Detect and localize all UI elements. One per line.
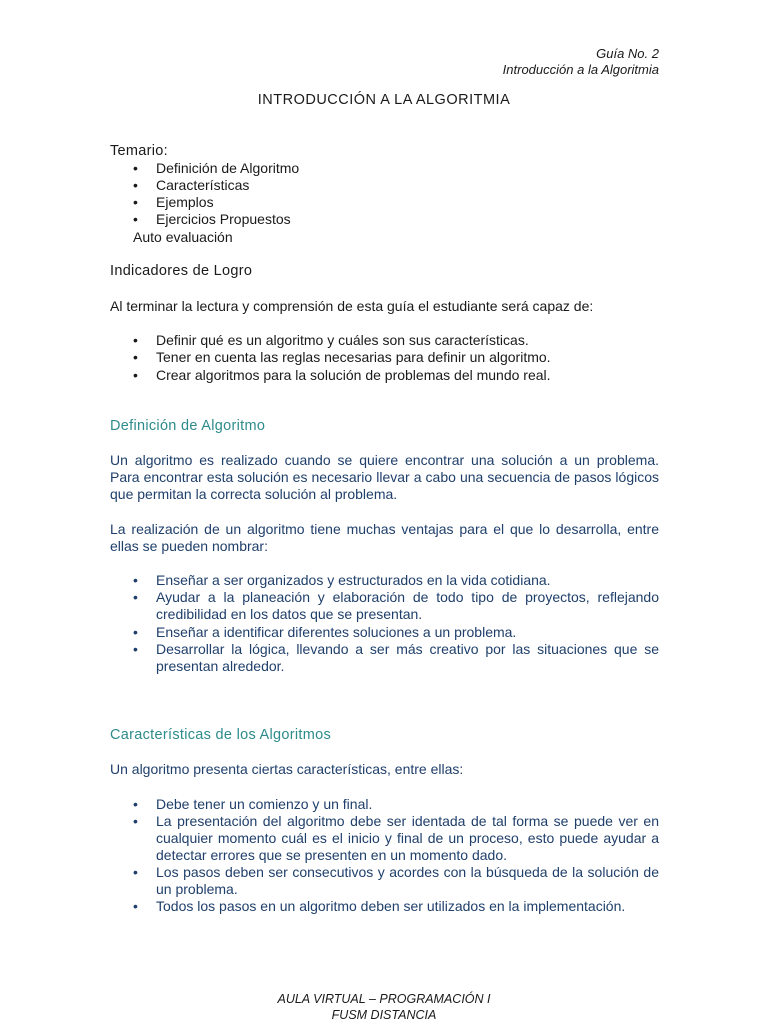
caracteristicas-intro: Un algoritmo presenta ciertas características, entre ellas: — [110, 761, 464, 777]
list-item: • Debe tener un comienzo y un final. — [133, 796, 373, 812]
indicadores-heading: Indicadores de Logro — [110, 263, 253, 279]
list-item: • Los pasos deben ser consecutivos y acordes con la búsqueda de la solución de un problema. — [133, 864, 659, 897]
definicion-paragraph-2: La realización de un algoritmo tiene muchas ventajas para el que lo desarrolla, entre ellas se pueden nombrar: — [110, 521, 659, 554]
section-heading-definicion: Definición de Algoritmo — [110, 418, 266, 434]
list-item: • Enseñar a identificar diferentes soluciones a un problema. — [133, 624, 517, 640]
footer-course: AULA VIRTUAL – PROGRAMACIÓN I — [277, 992, 491, 1006]
list-item: • La presentación del algoritmo debe ser identada de tal forma se puede ver en cualquier momento cuál es el inicio y final de un proceso, esto puede ayudar a detectar errores que se presenten en un momento dado. — [133, 813, 659, 863]
document-footer — [0, 991, 768, 1023]
list-item: • Características — [133, 177, 250, 193]
list-item: • Tener en cuenta las reglas necesarias para definir un algoritmo. — [133, 349, 551, 365]
section-heading-caracteristicas: Características de los Algoritmos — [110, 727, 332, 743]
list-item: • Desarrollar la lógica, llevando a ser más creativo por las situaciones que se presentan alrededor. — [133, 641, 659, 674]
list-item: • Enseñar a ser organizados y estructurados en la vida cotidiana. — [133, 572, 551, 588]
list-item: • Definir qué es un algoritmo y cuáles son sus características. — [133, 332, 529, 348]
list-item: • Ejemplos — [133, 194, 214, 210]
page-title: INTRODUCCIÓN A LA ALGORITMIA — [257, 92, 511, 108]
definicion-paragraph-1: Un algoritmo es realizado cuando se quiere encontrar una solución a un problema. Para encontrar esta solución es necesario llevar a cabo una secuencia de pasos lógicos que permitan la correcta solución al problema. — [110, 452, 659, 502]
temario-extra: Auto evaluación — [133, 229, 233, 245]
list-item: • Todos los pasos en un algoritmo deben ser utilizados en la implementación. — [133, 898, 626, 914]
list-item: • Definición de Algoritmo — [133, 160, 300, 176]
guide-subtitle: Introducción a la Algoritmia — [502, 62, 659, 77]
temario-label: Temario: — [110, 143, 168, 159]
indicadores-intro: Al terminar la lectura y comprensión de esta guía el estudiante será capaz de: — [110, 298, 594, 314]
list-item: • Ejercicios Propuestos — [133, 211, 291, 227]
guide-number: Guía No. 2 — [596, 46, 659, 61]
footer-institution: FUSM DISTANCIA — [331, 1008, 437, 1022]
document-header — [503, 46, 659, 78]
list-item: • Ayudar a la planeación y elaboración de todo tipo de proyectos, reflejando credibilidad en los datos que se presentan. — [133, 589, 659, 622]
list-item: • Crear algoritmos para la solución de problemas del mundo real. — [133, 367, 551, 383]
